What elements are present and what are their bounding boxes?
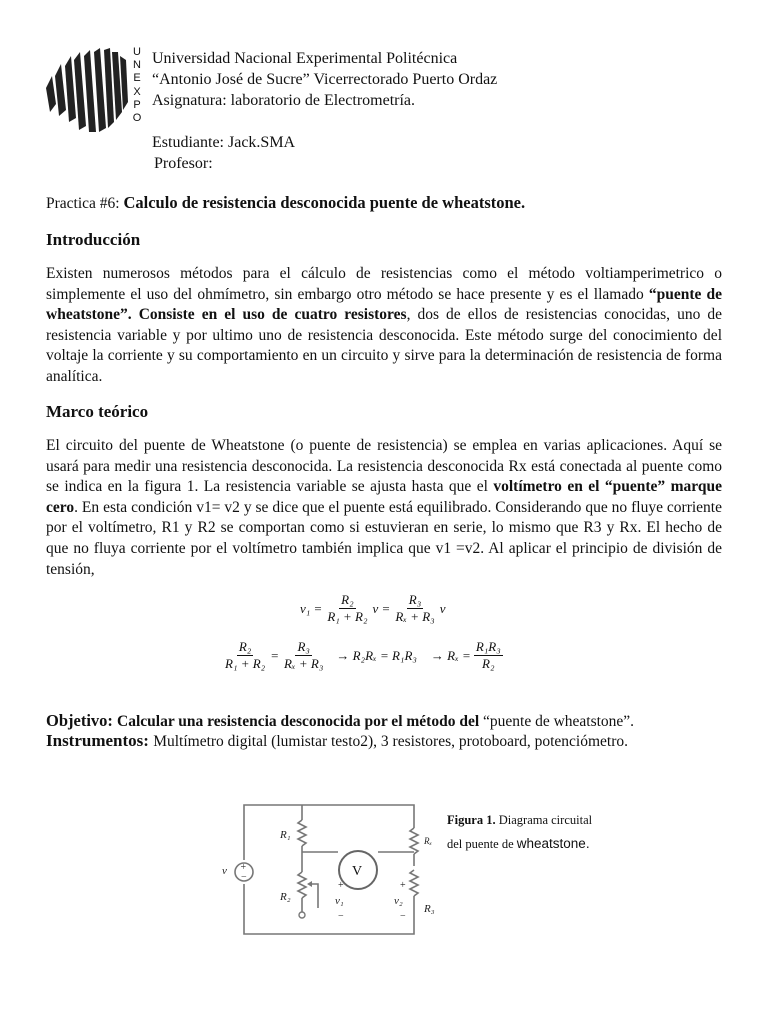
university-logo xyxy=(44,46,130,134)
eq1-den-1: R₁ + R₂ xyxy=(327,609,368,624)
institute-name: “Antonio José de Sucre” Vicerrectorado Puerto Ordaz xyxy=(152,71,498,88)
source-minus-sign: − xyxy=(241,872,247,883)
objective-label: Objetivo: xyxy=(46,711,118,730)
eq1-mid: v = xyxy=(372,600,391,616)
caption-line-2: del puente de xyxy=(447,837,517,851)
practice-title xyxy=(46,193,525,213)
logo-letter: X xyxy=(133,85,141,98)
objective-line xyxy=(46,711,634,731)
student-line: Estudiante: Jack.SMA xyxy=(152,134,296,151)
intro-bold-1: “puente de wheatstone”. Consiste en el uso de cuatro resistores xyxy=(46,285,722,324)
v2-plus: + xyxy=(400,880,406,891)
v2-label: v₂ xyxy=(394,895,403,907)
eq2-den-2: Rₓ + R₃ xyxy=(283,656,324,671)
r3-label: R₃ xyxy=(424,903,435,915)
eq2-den-3: R₂ xyxy=(482,656,495,671)
eq1-lhs: v₁ = xyxy=(300,600,323,616)
practice-label: Practica #6: xyxy=(46,195,124,212)
eq1-num-1: R₂ xyxy=(341,592,354,607)
university-name: Universidad Nacional Experimental Politécnica xyxy=(152,50,458,67)
logo-letter: P xyxy=(133,98,141,111)
instruments-line xyxy=(46,731,628,751)
eq2-den-1: R₁ + R₂ xyxy=(225,656,266,671)
caption-tail: wheatstone. xyxy=(516,836,590,851)
eq2-step-2: → Rₓ = xyxy=(430,647,471,663)
intro-text-1: Existen numerosos métodos para el cálculo de resistencias como el método voltiamperimetrico o simplemente el uso del ohmímetro, sin embargo otro método se hace presente y es el llamado xyxy=(46,265,722,303)
rx-label: Rₓ xyxy=(424,836,433,846)
theory-bold-1: voltímetro en el “puente” marque cero xyxy=(46,478,722,516)
theory-text xyxy=(46,436,722,580)
unexpo-logo-graphic xyxy=(44,46,130,134)
introduction-heading: Introducción xyxy=(46,230,141,249)
r2-label: R₂ xyxy=(280,891,291,903)
v2-minus: − xyxy=(400,911,406,922)
practice-name: Calculo de resistencia desconocida puente de wheatstone. xyxy=(123,193,526,212)
equation-balance xyxy=(220,639,506,672)
logo-letter: E xyxy=(133,72,141,85)
wheatstone-circuit-figure xyxy=(214,800,446,940)
objective-bold: Calcular una resistencia desconocida por el método del xyxy=(117,713,483,730)
eq2-fraction-2 xyxy=(282,639,325,672)
v1-minus: − xyxy=(338,911,344,922)
eq1-den-2: Rₓ + R₃ xyxy=(395,609,435,624)
source-plus-sign: + xyxy=(240,862,247,873)
r1-label: R₁ xyxy=(280,829,291,841)
eq2-num-3: R₁R₃ xyxy=(475,639,501,654)
theory-text-2: . En esta condición v1= v2 y se dice que el puente está equilibrado. Considerando que no fluye corriente por el voltímetro, R1 y R2 se comportan como si estuvieran en serie, lo mismo que R3 y Rx. El hecho de que no fluya corriente por el voltímetro también implica que v1 =v2. Al aplicar el principio de división de tensión, xyxy=(46,498,722,578)
eq1-fraction-2 xyxy=(393,592,436,625)
voltmeter-label: V xyxy=(352,864,363,879)
logo-letter: U xyxy=(133,46,141,58)
caption-text: Diagrama circuital xyxy=(495,813,593,827)
eq1-tail: v xyxy=(439,600,446,616)
theory-text-1: El circuito del puente de Wheatstone (o puente de resistencia) se emplea en varias aplicaciones. Aquí se usará para medir una resistencia desconocida. La resistencia desconocida Rx está conectada al puente como se indica en la figura 1. La resistencia variable se ajusta hasta que el xyxy=(46,437,722,496)
instruments-text: Multímetro digital (lumistar testo2), 3 resistores, protoboard, potenciómetro. xyxy=(153,733,629,750)
logo-letter: O xyxy=(132,112,142,125)
theory-heading: Marco teórico xyxy=(46,402,149,421)
intro-text-2: , dos de ellos de resistencias conocidas, uno de resistencia variable y por ultimo uno de resistencia desconocida. Este método surge del conocimiento del voltaje la corriente y su comportamiento en un circuito y sirve para la determinación de resistencia de forma analítica. xyxy=(46,306,722,385)
header-block xyxy=(152,48,497,174)
circuit-diagram xyxy=(214,800,446,940)
eq2-num-1: R₂ xyxy=(238,639,252,654)
instruments-label: Instrumentos: xyxy=(46,731,154,750)
professor-line: Profesor: xyxy=(154,155,213,172)
eq1-fraction-1 xyxy=(325,592,369,625)
source-label: v xyxy=(222,865,227,877)
eq2-fraction-1 xyxy=(223,639,267,672)
terminal-node xyxy=(299,912,305,918)
eq2-step-1: → R₂Rₓ = R₁R₃ xyxy=(336,647,417,663)
logo-vertical-letters xyxy=(132,46,142,125)
eq2-num-2: R₃ xyxy=(297,639,310,654)
v1-plus: + xyxy=(338,880,344,891)
caption-label: Figura 1. xyxy=(447,813,496,827)
subject-line: Asignatura: laboratorio de Electrometría. xyxy=(152,92,416,109)
equation-voltage-divider xyxy=(300,592,445,625)
v1-label: v₁ xyxy=(335,895,344,907)
eq2-fraction-3 xyxy=(474,639,503,672)
figure-caption xyxy=(447,809,592,856)
objective-text: “puente de wheatstone”. xyxy=(483,713,635,730)
logo-letter: N xyxy=(133,59,141,72)
introduction-text xyxy=(46,264,722,388)
eq2-equals: = xyxy=(270,647,279,663)
eq1-num-2: R₃ xyxy=(408,592,422,607)
